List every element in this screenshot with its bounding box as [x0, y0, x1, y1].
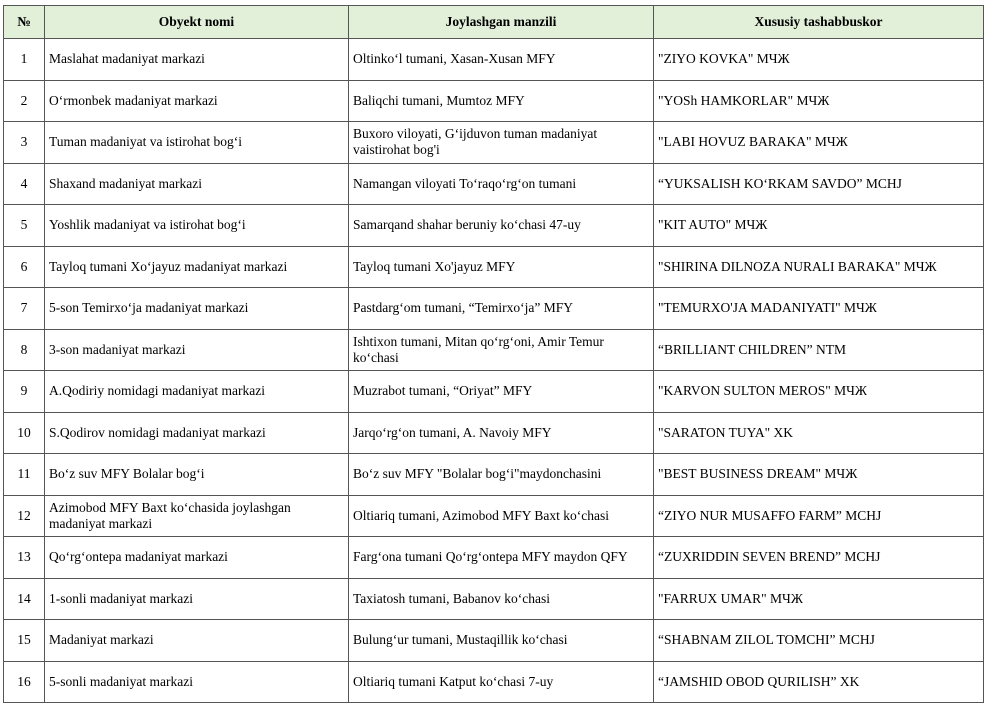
cell-number: 16 [4, 661, 45, 703]
header-number: № [4, 6, 45, 39]
header-address: Joylashgan manzili [349, 6, 654, 39]
cell-object-name: O‘rmonbek madaniyat markazi [45, 80, 349, 122]
cell-object-name: Madaniyat markazi [45, 620, 349, 662]
cell-number: 4 [4, 163, 45, 205]
table-header-row [4, 6, 984, 39]
cell-object-name: Tuman madaniyat va istirohat bog‘i [45, 122, 349, 164]
cell-address: Baliqchi tumani, Mumtoz MFY [349, 80, 654, 122]
table-row [4, 661, 984, 703]
cell-entrepreneur: “ZUXRIDDIN SEVEN BREND” MCHJ [654, 537, 984, 579]
cell-object-name: 5-sonli madaniyat markazi [45, 661, 349, 703]
table-row [4, 454, 984, 496]
cell-entrepreneur: "TEMURXO'JA MADANIYATI" МЧЖ [654, 288, 984, 330]
cell-entrepreneur: "SARATON TUYA" XK [654, 412, 984, 454]
table-row [4, 163, 984, 205]
table-row [4, 412, 984, 454]
table-row [4, 288, 984, 330]
cell-entrepreneur: “JAMSHID OBOD QURILISH” XK [654, 661, 984, 703]
cell-entrepreneur: "YOSh HAMKORLAR" МЧЖ [654, 80, 984, 122]
cell-entrepreneur: "SHIRINA DILNOZA NURALI BARAKA" МЧЖ [654, 246, 984, 288]
cell-address: Ishtixon tumani, Mitan qo‘rg‘oni, Amir Temur ko‘chasi [349, 329, 654, 371]
cell-address: Pastdarg‘om tumani, “Temirxo‘ja” MFY [349, 288, 654, 330]
cell-number: 12 [4, 495, 45, 537]
cell-number: 14 [4, 578, 45, 620]
table-row [4, 39, 984, 81]
cell-object-name: 5-son Temirxo‘ja madaniyat markazi [45, 288, 349, 330]
cell-object-name: S.Qodirov nomidagi madaniyat markazi [45, 412, 349, 454]
cell-number: 1 [4, 39, 45, 81]
cell-object-name: Azimobod MFY Baxt ko‘chasida joylashgan madaniyat markazi [45, 495, 349, 537]
cell-number: 6 [4, 246, 45, 288]
cell-object-name: Maslahat madaniyat markazi [45, 39, 349, 81]
cell-address: Namangan viloyati To‘raqo‘rg‘on tumani [349, 163, 654, 205]
cell-number: 3 [4, 122, 45, 164]
table-row [4, 80, 984, 122]
cell-object-name: Bo‘z suv MFY Bolalar bog‘i [45, 454, 349, 496]
cell-entrepreneur: “ZIYO NUR MUSAFFO FARM” MCHJ [654, 495, 984, 537]
cell-entrepreneur: “YUKSALISH KO‘RKAM SAVDO” MCHJ [654, 163, 984, 205]
cell-address: Bo‘z suv MFY "Bolalar bog‘i"maydonchasini [349, 454, 654, 496]
cell-address: Samarqand shahar beruniy ko‘chasi 47-uy [349, 205, 654, 247]
cell-address: Taxiatosh tumani, Babanov ko‘chasi [349, 578, 654, 620]
table-row [4, 329, 984, 371]
cell-address: Oltiariq tumani, Azimobod MFY Baxt ko‘chasi [349, 495, 654, 537]
table-row [4, 205, 984, 247]
table-row [4, 578, 984, 620]
cell-number: 7 [4, 288, 45, 330]
header-object-name: Obyekt nomi [45, 6, 349, 39]
cell-address: Muzrabot tumani, “Oriyat” MFY [349, 371, 654, 413]
table-row [4, 122, 984, 164]
cell-object-name: Shaxand madaniyat markazi [45, 163, 349, 205]
cell-address: Jarqo‘rg‘on tumani, A. Navoiy MFY [349, 412, 654, 454]
cell-number: 10 [4, 412, 45, 454]
table-row [4, 620, 984, 662]
cell-number: 2 [4, 80, 45, 122]
cell-object-name: 3-son madaniyat markazi [45, 329, 349, 371]
cell-address: Farg‘ona tumani Qo‘rg‘ontepa MFY maydon QFY [349, 537, 654, 579]
cell-address: Oltiariq tumani Katput ko‘chasi 7-uy [349, 661, 654, 703]
cell-address: Bulung‘ur tumani, Mustaqillik ko‘chasi [349, 620, 654, 662]
cell-number: 11 [4, 454, 45, 496]
cell-address: Buxoro viloyati, G‘ijduvon tuman madaniyat vaistirohat bog'i [349, 122, 654, 164]
cell-entrepreneur: "KARVON SULTON MEROS" МЧЖ [654, 371, 984, 413]
table-row [4, 371, 984, 413]
cell-object-name: 1-sonli madaniyat markazi [45, 578, 349, 620]
cell-number: 8 [4, 329, 45, 371]
cell-entrepreneur: "BEST BUSINESS DREAM" МЧЖ [654, 454, 984, 496]
cell-address: Oltinko‘l tumani, Xasan-Xusan MFY [349, 39, 654, 81]
cell-entrepreneur: “SHABNAM ZILOL TOMCHI” MCHJ [654, 620, 984, 662]
cell-object-name: Qo‘rg‘ontepa madaniyat markazi [45, 537, 349, 579]
objects-table [3, 5, 984, 703]
header-entrepreneur: Xususiy tashabbuskor [654, 6, 984, 39]
cell-number: 13 [4, 537, 45, 579]
cell-object-name: A.Qodiriy nomidagi madaniyat markazi [45, 371, 349, 413]
cell-entrepreneur: "FARRUX UMAR" МЧЖ [654, 578, 984, 620]
cell-number: 15 [4, 620, 45, 662]
cell-number: 5 [4, 205, 45, 247]
table-row [4, 495, 984, 537]
cell-address: Tayloq tumani Xo'jayuz MFY [349, 246, 654, 288]
cell-object-name: Yoshlik madaniyat va istirohat bog‘i [45, 205, 349, 247]
cell-entrepreneur: "KIT AUTO" МЧЖ [654, 205, 984, 247]
cell-entrepreneur: "ZIYO KOVKA" МЧЖ [654, 39, 984, 81]
cell-entrepreneur: “BRILLIANT CHILDREN” NTM [654, 329, 984, 371]
table-row [4, 246, 984, 288]
cell-entrepreneur: "LABI HOVUZ BARAKA" МЧЖ [654, 122, 984, 164]
cell-number: 9 [4, 371, 45, 413]
table-row [4, 537, 984, 579]
cell-object-name: Tayloq tumani Xo‘jayuz madaniyat markazi [45, 246, 349, 288]
